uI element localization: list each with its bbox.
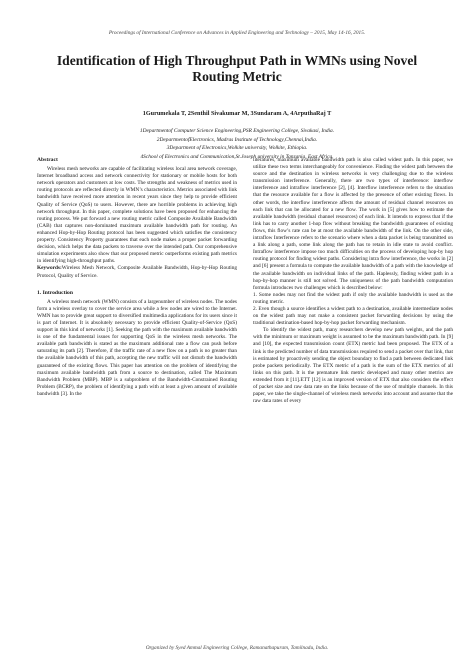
left-column [37, 157, 237, 398]
right-column [253, 157, 453, 405]
conference-header: Proceedings of International Conference on Advances in Applied Engineering and Technology – 2015, May 14-16, 2015. [108, 30, 366, 36]
affiliation-2: 2DepartmentofElectronics, Madras Institute of Technology,Chennai,India. [156, 136, 318, 143]
paper-title [30, 53, 444, 85]
body-paragraph-2: To identify the widest path, many researchers develop new path weights, and the path with the minimum or maximum weight is assumed to be the maximum bandwidth path. In [9] and [10], the expected transmission count (ETX) metric had been proposed. The ETX of a link is the predicted number of data transmissions required to send a packet over that link, that is estimated by proactively sending the object boundary to find a path between dedicated link probe packets periodically. The ETX metric of a path is the sum of the ETX metrics of all links on this path. It is the premature link metric developed and many other metrics are extended from it [11].ETT [12] is an improved version of ETX that also considers the effect of packet size and raw data rate on the links because of the use of multiple channels. In this paper, we take the single-channel of wireless mesh networks into account and assume that the raw data rates of every [253, 327, 453, 405]
introduction-text: A wireless mesh network (WMN) consists of a largenumber of wireless nodes. The nodes form a wireless overlay to cover the service area while a few nodes are wired to the Internet. WMN has to provide great support to diversified multimedia applications for its users since it is part of Internet. It is absolutely necessary to provide efficient Quality-of-Service (QoS) support in this kind of networks [1]. Seeking the path with the maximum available bandwidth is one of the fundamental issues for supporting QoS in the wireless mesh networks. The available path bandwidth is stated as the maximum additional rate a flow can push before saturating its path [2]. Therefore, if the traffic rate of a new flow on a path is no greater than the available bandwidth of this path, accepting the new traffic will not disturb the bandwidth guaranteed of the existing flows. This paper has attention on the problem of identifying the maximum available bandwidth path from a source to destination, called The Maximum Bandwidth Problem (MBP). MBP is a subproblem of the Bandwidth-Constrained Routing Problem (BCRP), the problem of identifying a path with at least a given amount of available bandwidth [3]. In the [37, 298, 237, 397]
affiliation-3: 3Department of Electronics,Wolkite university, Wolkite, Ethiopia. [166, 145, 308, 152]
abstract-text: Wireless mesh networks are capable of facilitating wireless local area network coverage, Internet broadband access and network connectivity for stationary or mobile hosts for both network operators and customers at low costs. The strengths and weakness of metrics used in routing protocols are reflected directly in WMN’s characteristics. Metrics associated with link bandwidth have received more attention in recent years since they help to provide efficient Quality of Service (QoS) to users. However, there are horrible problems in achieving high network throughput. In this paper, complete solutions have been proposed for enhancing the routing process. We put forward a new routing metric called Composite Available Bandwidth (CAB) that captures non-dominated maximum available bandwidth path for routing. An enhanced Hop-by-Hop Routing protocol has been suggested which satisfies the consistency property. Consistency Property guarantees that each node makes a proper packet forwarding decision, which helps the data packets to traverse over the intended path. Our comprehensive simulation experiments also show that our proposed metric outperforms existing path metrics in identifying high-throughput paths. [37, 166, 237, 265]
affiliation-4: 4School of Electronics and Communication,St.Joseph university in Tanzania, East Africa. [140, 153, 334, 160]
list-item-2: 2. Even though a source identifies a widest path to a destination, available intermediate nodes on the widest path may not make a consistent packet forwarding decisions by using the traditional destination-based hop-by-hop packet forwarding mechanism. [253, 305, 453, 327]
keywords [37, 265, 237, 279]
organizer-footer: Organized by Syed Ammal Engineering College, Ramanathapuram, Tamilnadu, India. [145, 645, 329, 651]
list-item-1: 1. Some nodes may not find the widest path if only the available bandwidth is used as the routing metric. [253, 291, 453, 305]
abstract-heading: Abstract [37, 157, 58, 163]
keywords-text: Wireless Mesh Network, Composite Available Bandwidth, Hop-by-Hop Routing Protocol, Quality of Service. [37, 265, 237, 279]
keywords-label: Keywords: [37, 265, 62, 272]
affiliation-1: 1Departmentof Computer Science Engineering,PSR Engineering College, Sivakasi, India. [139, 128, 335, 134]
introduction-heading: 1. Introduction [37, 289, 73, 296]
author-list: 1Gurumekala T, 2Senthil Sivakumar M, 3Sundaram A, 4ArputhaRaj T [142, 110, 332, 117]
title-line-1: Identification of High Throughput Path in WMNs using Novel [56, 53, 418, 68]
body-paragraph-1: literatures, maximum available bandwidth path is also called widest path. In this paper, we utilize these two terms interchangeably for convenience. Finding the widest path between the source and the destination in wireless networks is very challenging due to the wireless transmission interference. Generally, there are two types of interference: interflow interference and intraflow interference [2], [4]. Interflow interference refers to the situation that the resource available for a flow is affected by the presence of other existing flows. In other words, the interflow interference affects the amount of residual channel resources on each link that can be allocated for a new flow. The work in [5] gives how to estimate the available bandwidth (residual channel resources) of each link. It intends to express that if the link has to carry another 1-hop flow without breaking the bandwidth guarantees of existing flows, this flow’s rate can be at most the available bandwidth of the link. On the other side, intraflow Interference refers to the scenario where when a data packet is being transmitted on a link along a path, some link along the path has to retain in idle state to avoid conflict. Intraflow interference impose too much difficulties on the process of developing hop-by hop routing protocol for finding widest paths. Considering intra flow interference, the works in [2] and [6] present a formula to compute the available bandwidth of a path with the knowledge of the available bandwidth on individual links of the path. Haplessly, finding widest path in a hop-by-hop manner is still not solved. The uniqueness of the path bandwidth computation formula introduces two challenges which is described below: [253, 157, 453, 291]
title-line-2: Routing Metric [192, 69, 282, 84]
